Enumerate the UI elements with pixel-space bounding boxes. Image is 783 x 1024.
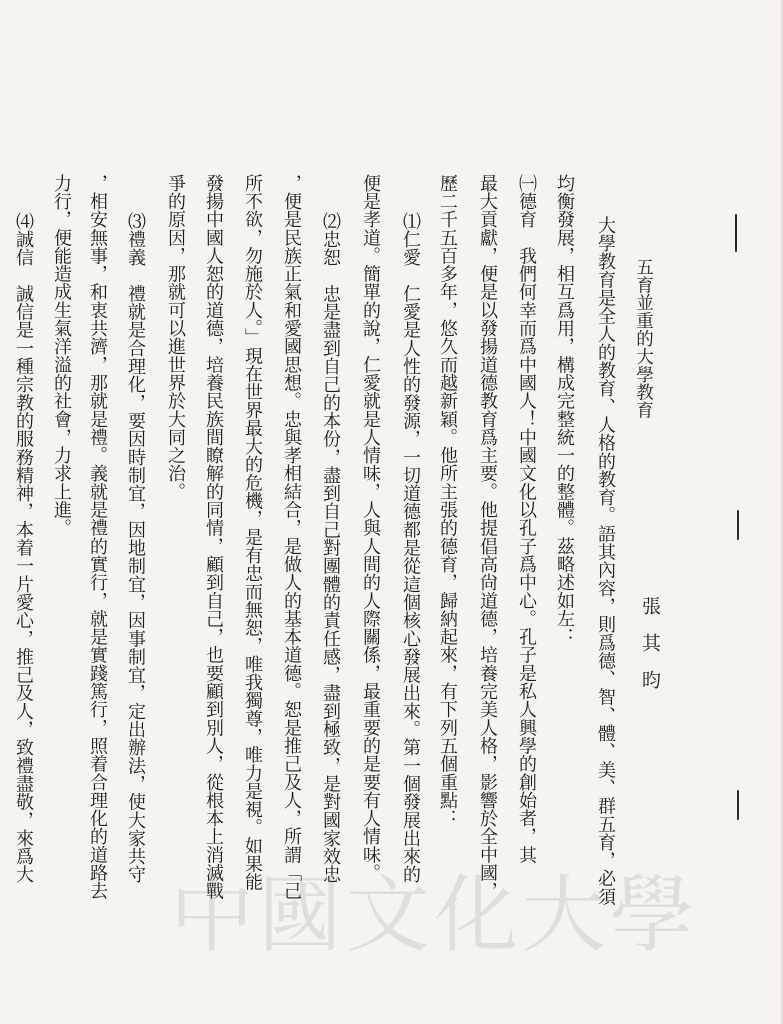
margin-mark bbox=[737, 510, 739, 540]
text-column: 均衡發展，相互爲用，構成完整統一的整體。茲略述如左： bbox=[554, 174, 575, 646]
text-column: 力行，便能造成生氣洋溢的社會，力求上進。 bbox=[51, 174, 72, 537]
margin-mark bbox=[737, 790, 739, 820]
text-column: ⑶禮義 禮就是合理化，要因時制宜，因地制宜，因事制宜，定出辦法，使大家共守 bbox=[125, 212, 146, 884]
text-column: 歷二千五百多年，悠久而越新穎。他所主張的德育，歸納起來，有下列五個重點： bbox=[437, 174, 458, 828]
text-column: 爭的原因，那就可以進世界於大同之治。 bbox=[165, 174, 186, 501]
text-column: ⑷誠信 誠信是一種宗教的服務精神，本着一片愛心，推己及人，致禮盡敬，來爲大 bbox=[13, 212, 34, 884]
text-column: ，相安無事，和衷共濟，那就是禮。義就是禮的實行，就是實踐篤行，照着合理化的道路去 bbox=[87, 174, 108, 900]
watermark: 中國文化大學 bbox=[170, 866, 699, 964]
text-column: ⑵忠恕 忠是盡到自己的本份，盡到自己對團體的責任感，盡到極致，是對國家效忠 bbox=[320, 212, 341, 884]
author-name: 張其昀 bbox=[639, 596, 661, 707]
text-column: 所不欲，勿施於人。」現在世界最大的危機，是有忠而無恕，唯我獨尊，唯力是視。如果能 bbox=[242, 174, 263, 891]
text-column: 發揚中國人恕的道德，培養民族間瞭解的同情，顧到自己，也要顧到別人，從根本上消滅戰 bbox=[203, 174, 224, 900]
text-column: ㈠德育 我們何幸而爲中國人！中國文化以孔子爲中心。孔子是私人興學的創始者，其 bbox=[516, 174, 537, 864]
text-column: 便是孝道。簡單的說，仁愛就是人情味，人與人間的人際關係，最重要的是要有人情味。 bbox=[360, 174, 381, 882]
text-column: 最大貢獻，便是以發揚道德教育爲主要。他提倡高尙道德，培養完美人格，影響於全中國， bbox=[477, 174, 498, 900]
text-column: ⑴仁愛 仁愛是人性的發源，一切道德都是從這個核心發展出來。第一個發展出來的 bbox=[400, 212, 421, 884]
page-title: 五育並重的大學教育 bbox=[633, 258, 654, 420]
text-column: 大學教育是全人的教育、人格的教育。語其內容，則爲德、智、體、美、群五育，必須 bbox=[595, 216, 616, 906]
margin-mark bbox=[735, 214, 737, 252]
text-column: ，便是民族正氣和愛國思想。忠與孝相結合，是做人的基本道德。恕是推己及人，所謂「己 bbox=[281, 174, 302, 900]
